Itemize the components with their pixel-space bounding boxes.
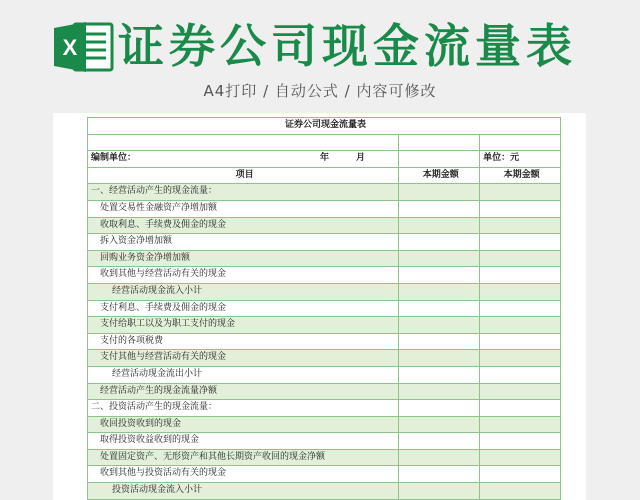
row-label[interactable]: 支付给职工以及为职工支付的现金 (88, 317, 399, 334)
table-row (88, 367, 561, 384)
row-label[interactable]: 处置交易性金融资产净增加额 (88, 201, 399, 218)
amount-cell[interactable] (399, 350, 480, 367)
amount-cell[interactable] (399, 384, 480, 401)
unit-row (88, 151, 561, 168)
table-row (88, 483, 561, 500)
row-label[interactable]: 取得投资收益收到的现金 (88, 433, 399, 450)
amount-cell[interactable] (399, 284, 480, 301)
table-row (88, 317, 561, 334)
table-row (88, 450, 561, 467)
amount-cell[interactable] (480, 466, 561, 483)
table-title[interactable]: 证券公司现金流量表 (88, 118, 561, 135)
amount-cell[interactable] (399, 450, 480, 467)
amount-cell[interactable] (480, 400, 561, 417)
row-label[interactable]: 支付的各项税费 (88, 334, 399, 351)
table-row (88, 417, 561, 434)
amount-cell[interactable] (480, 350, 561, 367)
amount-cell[interactable] (480, 201, 561, 218)
excel-icon (52, 20, 114, 74)
amount-cell[interactable] (399, 417, 480, 434)
amount-cell[interactable] (399, 234, 480, 251)
amount-cell[interactable] (399, 400, 480, 417)
table-row (88, 350, 561, 367)
amount-cell[interactable] (399, 267, 480, 284)
table-row (88, 433, 561, 450)
table-row (88, 201, 561, 218)
table-row (88, 184, 561, 201)
row-label[interactable]: 二、投资活动产生的现金流量： (88, 400, 399, 417)
row-label[interactable]: 收到其他与投资活动有关的现金 (88, 466, 399, 483)
amount-cell[interactable] (480, 334, 561, 351)
blank-cell[interactable] (88, 135, 399, 152)
amount-cell[interactable] (480, 267, 561, 284)
header-amount-2[interactable]: 本期金额 (480, 168, 561, 185)
row-label[interactable]: 经营活动现金流出小计 (88, 367, 399, 384)
row-label[interactable]: 收到其他与经营活动有关的现金 (88, 267, 399, 284)
year-label: 年 (320, 153, 330, 164)
row-label[interactable]: 投资活动现金流入小计 (88, 483, 399, 500)
row-label[interactable]: 拆入资金净增加额 (88, 234, 399, 251)
header-item[interactable]: 项目 (88, 168, 399, 185)
amount-cell[interactable] (480, 417, 561, 434)
row-label[interactable]: 回购业务资金净增加额 (88, 251, 399, 268)
page-title: 证券公司现金流量表 (118, 19, 577, 73)
amount-cell[interactable] (480, 184, 561, 201)
row-label[interactable]: 经营活动产生的现金流量净额 (88, 384, 399, 401)
page-subtitle: A4打印 / 自动公式 / 内容可修改 (203, 82, 437, 100)
table-row (88, 466, 561, 483)
amount-cell[interactable] (399, 483, 480, 500)
spreadsheet-sheet (53, 113, 586, 500)
amount-cell[interactable] (399, 433, 480, 450)
table-row (88, 234, 561, 251)
currency-label[interactable]: 单位：元 (480, 151, 561, 168)
amount-cell[interactable] (399, 334, 480, 351)
amount-cell[interactable] (399, 201, 480, 218)
blank-row (88, 135, 561, 152)
amount-cell[interactable] (480, 384, 561, 401)
unit-info-cell[interactable] (88, 151, 399, 168)
amount-cell[interactable] (399, 466, 480, 483)
cashflow-table (87, 117, 561, 500)
amount-cell[interactable] (399, 317, 480, 334)
amount-cell[interactable] (399, 184, 480, 201)
excel-logo-letter: X (62, 35, 78, 60)
table-row (88, 251, 561, 268)
blank-cell[interactable] (399, 135, 480, 152)
blank-cell[interactable] (480, 135, 561, 152)
amount-cell[interactable] (480, 234, 561, 251)
month-label: 月 (356, 153, 366, 164)
amount-cell[interactable] (480, 450, 561, 467)
amount-cell[interactable] (480, 284, 561, 301)
amount-cell[interactable] (480, 251, 561, 268)
table-row (88, 218, 561, 235)
amount-cell[interactable] (399, 367, 480, 384)
blank-cell[interactable] (399, 151, 480, 168)
amount-cell[interactable] (399, 251, 480, 268)
table-title-row (88, 118, 561, 135)
amount-cell[interactable] (480, 367, 561, 384)
table-row (88, 384, 561, 401)
table-row (88, 334, 561, 351)
table-row (88, 301, 561, 318)
table-row (88, 400, 561, 417)
amount-cell[interactable] (480, 317, 561, 334)
table-row (88, 284, 561, 301)
header-amount-1[interactable]: 本期金额 (399, 168, 480, 185)
amount-cell[interactable] (480, 483, 561, 500)
row-label[interactable]: 经营活动现金流入小计 (88, 284, 399, 301)
header-row (88, 168, 561, 185)
row-label[interactable]: 处置固定资产、无形资产和其他长期资产收回的现金净额 (88, 450, 399, 467)
amount-cell[interactable] (399, 218, 480, 235)
amount-cell[interactable] (480, 433, 561, 450)
amount-cell[interactable] (399, 301, 480, 318)
row-label[interactable]: 一、经营活动产生的现金流量： (88, 184, 399, 201)
row-label[interactable]: 支付利息、手续费及佣金的现金 (88, 301, 399, 318)
amount-cell[interactable] (480, 301, 561, 318)
table-row (88, 267, 561, 284)
page-header (0, 0, 640, 112)
row-label[interactable]: 收回投资收到的现金 (88, 417, 399, 434)
unit-label: 编制单位： (91, 153, 137, 164)
amount-cell[interactable] (480, 218, 561, 235)
row-label[interactable]: 收取利息、手续费及佣金的现金 (88, 218, 399, 235)
row-label[interactable]: 支付其他与经营活动有关的现金 (88, 350, 399, 367)
